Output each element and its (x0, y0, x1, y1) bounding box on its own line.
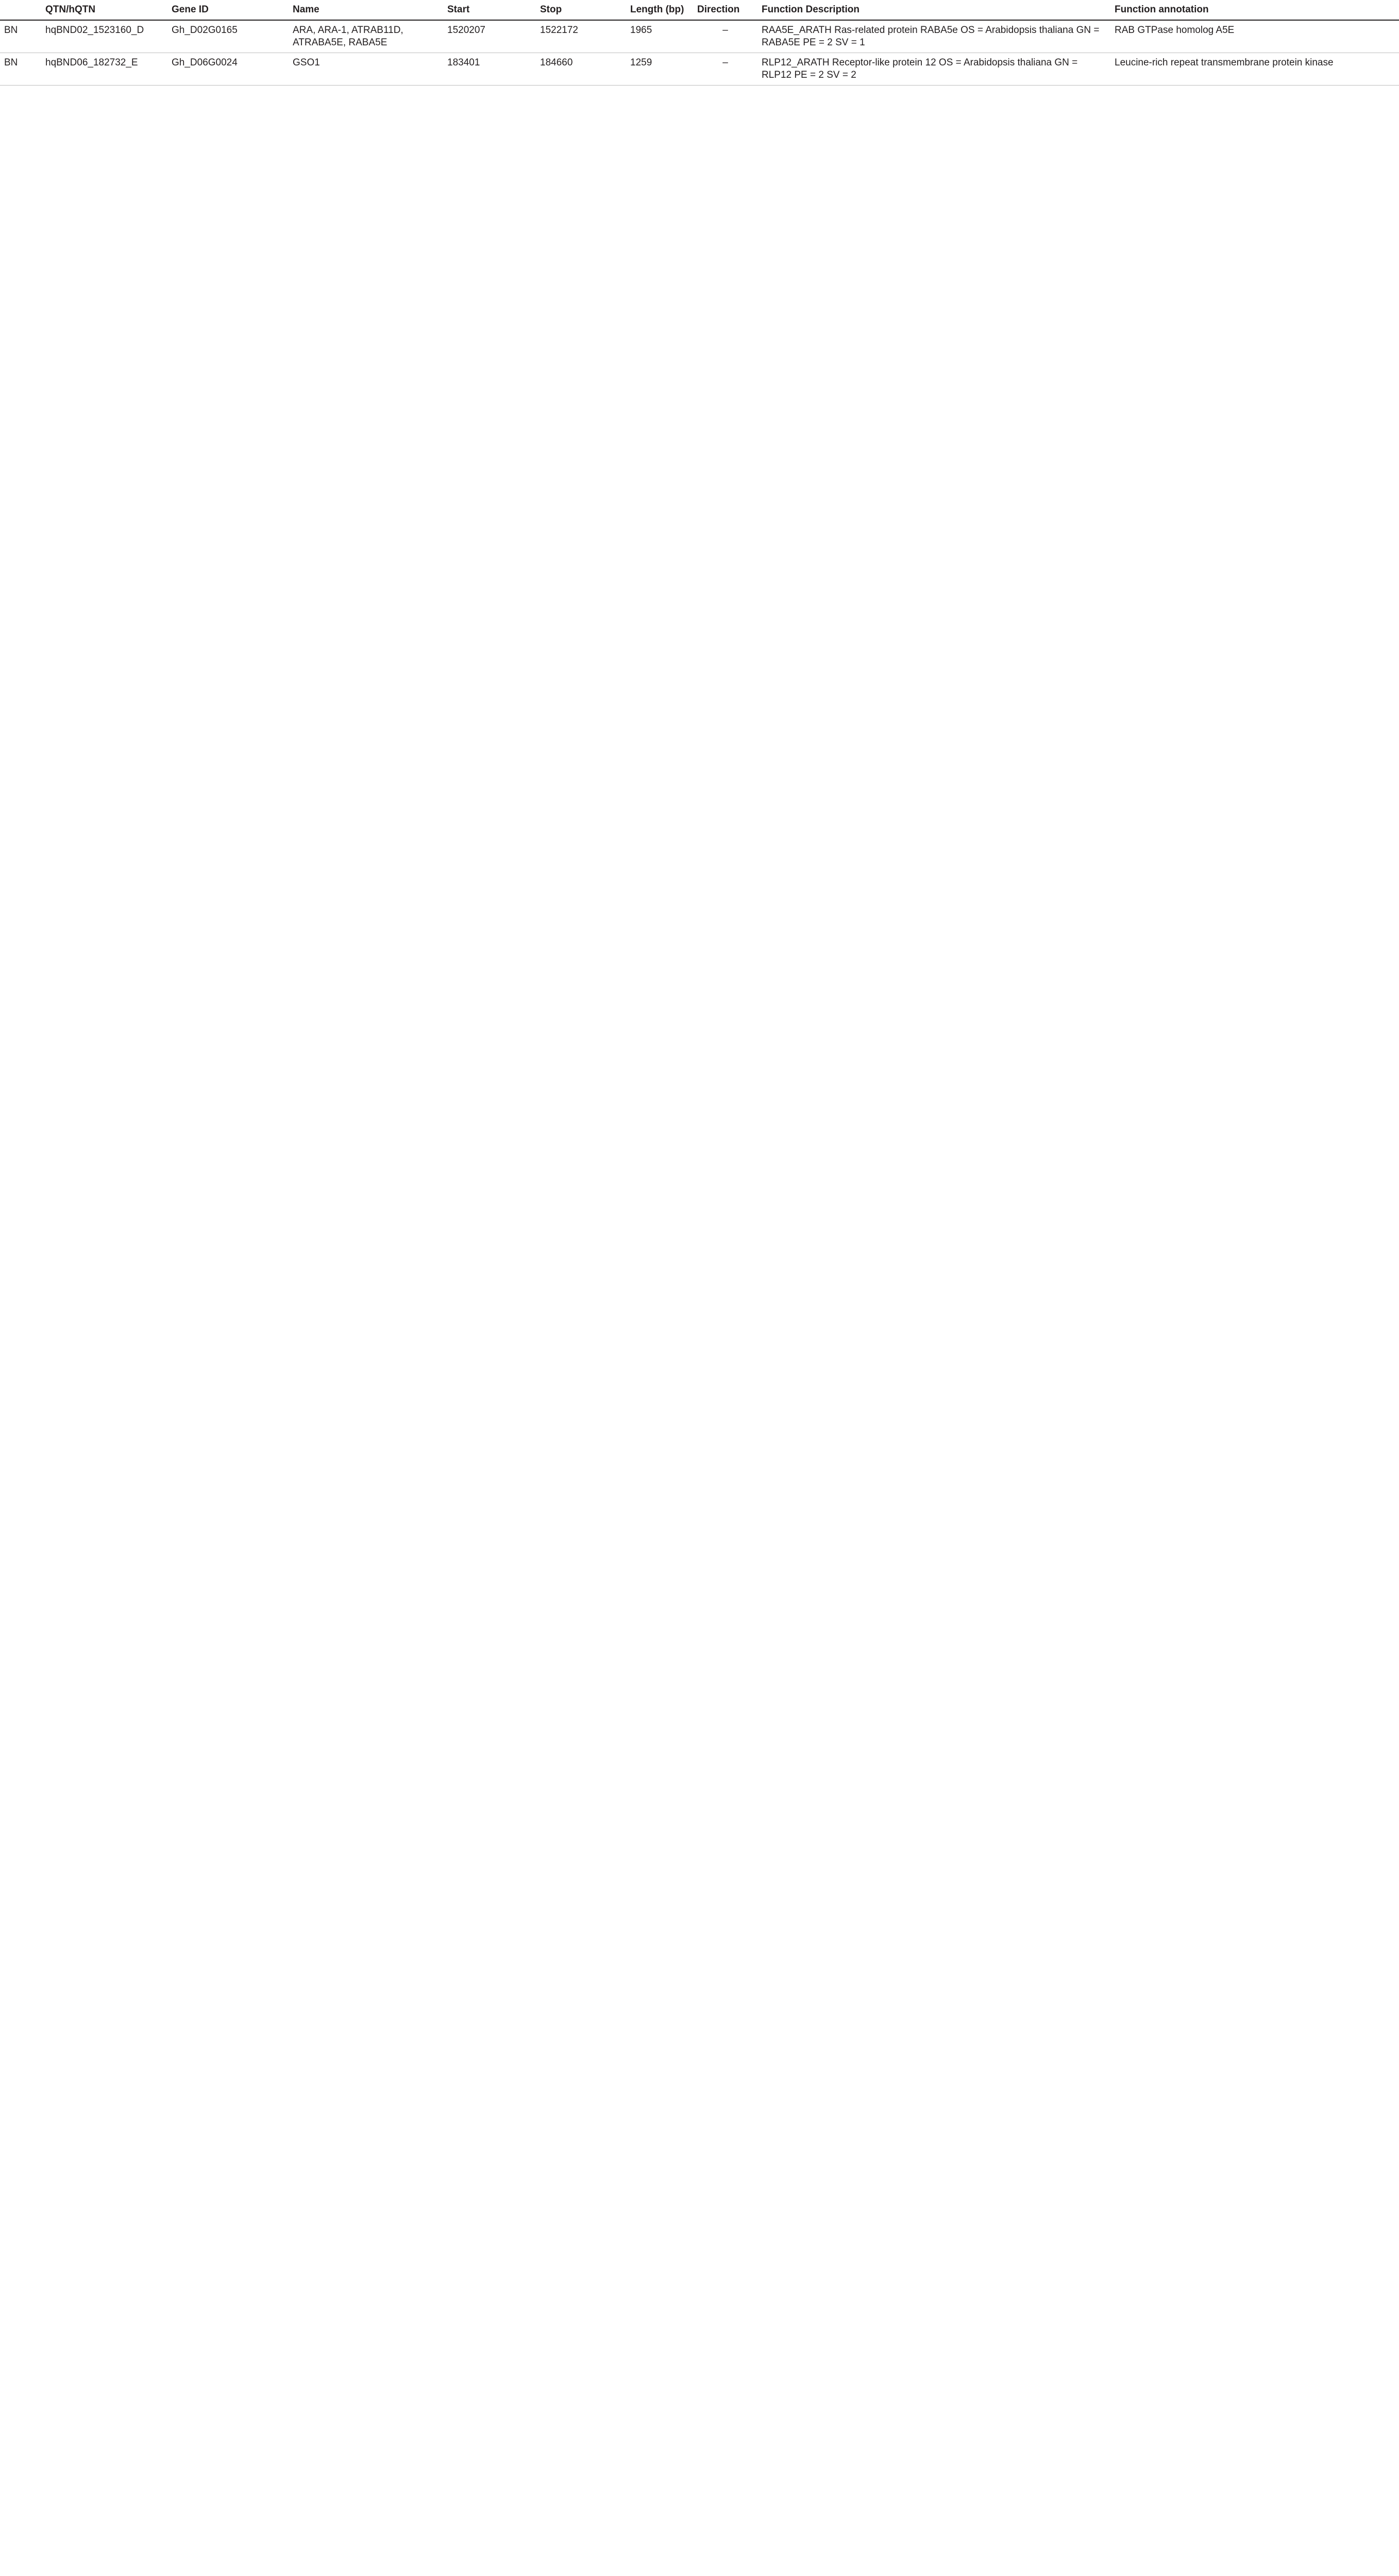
cell-length: 1965 (626, 20, 693, 53)
cell-trait: BN (0, 20, 41, 53)
header-qtn: QTN/hQTN (41, 0, 167, 20)
cell-name: ARA, ARA-1, ATRAB11D, ATRABA5E, RABA5E (289, 20, 443, 53)
table-row (0, 20, 1399, 53)
header-function-annotation: Function annotation (1110, 0, 1399, 20)
table-body (0, 20, 1399, 86)
cell-direction: – (693, 53, 757, 86)
header-direction: Direction (693, 0, 757, 20)
cell-gene: Gh_D06G0024 (167, 53, 289, 86)
cell-name: GSO1 (289, 53, 443, 86)
header-function-description: Function Description (757, 0, 1110, 20)
header-gene-id: Gene ID (167, 0, 289, 20)
cell-annotation: Leucine-rich repeat transmembrane protein kinase (1110, 53, 1399, 86)
cell-function: RLP12_ARATH Receptor-like protein 12 OS = Arabidopsis thaliana GN = RLP12 PE = 2 SV = 2 (757, 53, 1110, 86)
cell-gene: Gh_D02G0165 (167, 20, 289, 53)
header-length: Length (bp) (626, 0, 693, 20)
cell-trait: BN (0, 53, 41, 86)
cell-start: 183401 (443, 53, 536, 86)
cell-stop: 184660 (536, 53, 626, 86)
cell-annotation: RAB GTPase homolog A5E (1110, 20, 1399, 53)
table-row (0, 53, 1399, 86)
cell-qtn: hqBND02_1523160_D (41, 20, 167, 53)
header-start: Start (443, 0, 536, 20)
qtn-table (0, 0, 1399, 86)
header-name: Name (289, 0, 443, 20)
header-row (0, 0, 1399, 20)
cell-direction: – (693, 20, 757, 53)
cell-qtn: hqBND06_182732_E (41, 53, 167, 86)
cell-stop: 1522172 (536, 20, 626, 53)
cell-length: 1259 (626, 53, 693, 86)
header-trait (0, 0, 41, 20)
cell-start: 1520207 (443, 20, 536, 53)
cell-function: RAA5E_ARATH Ras-related protein RABA5e OS = Arabidopsis thaliana GN = RABA5E PE = 2 SV = 1 (757, 20, 1110, 53)
header-stop: Stop (536, 0, 626, 20)
